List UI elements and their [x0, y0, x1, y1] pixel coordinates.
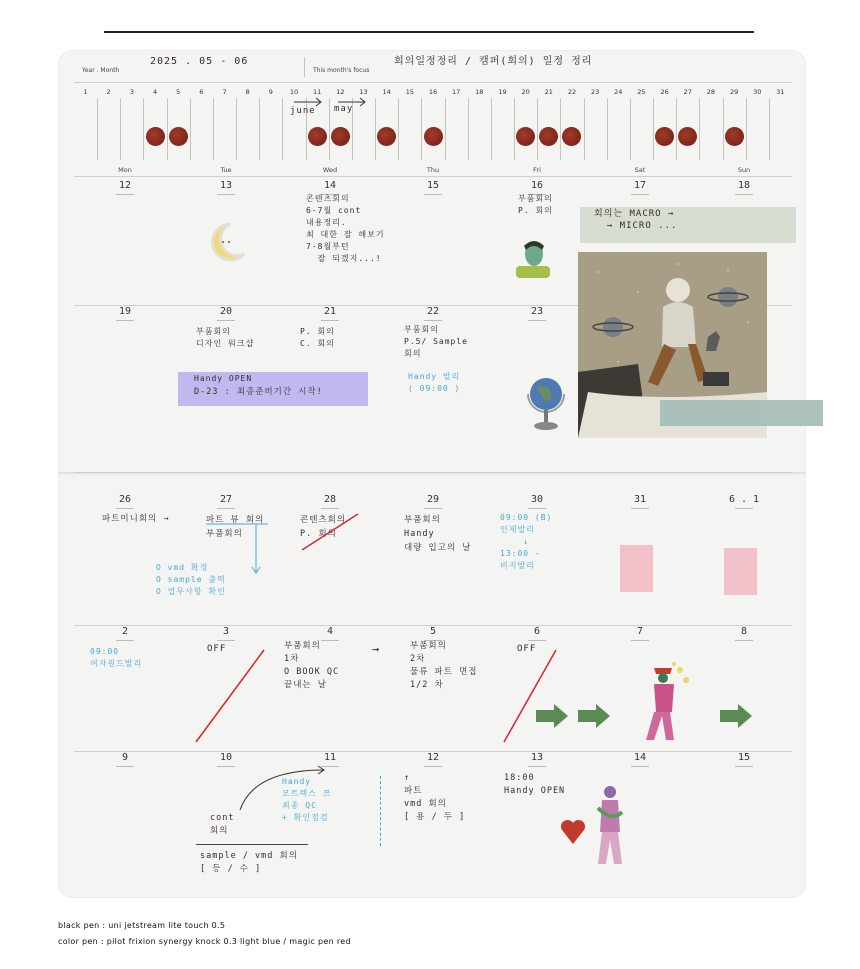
strip-day-number: 7	[222, 88, 227, 96]
strip-divider	[236, 98, 237, 160]
blue-bracket-lines	[200, 520, 275, 580]
strip-day-number: 3	[129, 88, 134, 96]
green-arrow-sun	[718, 702, 756, 730]
date-number: 7	[636, 626, 644, 637]
note-w2-tue: 부품회의 디자인 워크샵	[196, 327, 255, 348]
strip-day-number: 21	[544, 88, 553, 96]
note-w1-wed: 콘텐츠회의 6-7월 cont 내용정리. 최 대한 잘 해보기 7-8월부턴 잘 되겠지...!	[306, 194, 385, 263]
dancer-sticker	[588, 782, 632, 868]
date-number: 10	[219, 752, 233, 763]
strip-day-number: 1	[83, 88, 88, 96]
weekday-rule	[74, 176, 792, 177]
date-underline	[735, 508, 753, 509]
strip-day-number: 16	[428, 88, 438, 96]
heart-sticker	[560, 818, 586, 846]
strip-divider	[190, 98, 191, 160]
date-underline	[116, 508, 134, 509]
strip-day-number: 18	[475, 88, 484, 96]
strip-divider	[445, 98, 446, 160]
strip-divider	[259, 98, 260, 160]
date-underline	[217, 766, 235, 767]
strip-day-number: 28	[706, 88, 716, 96]
strip-divider	[421, 98, 422, 160]
strip-divider	[120, 98, 121, 160]
date-number: 16	[530, 180, 544, 191]
strip-day-number: 6	[199, 88, 204, 96]
weekday-fri: Fri	[533, 166, 541, 174]
week-rule	[74, 472, 792, 473]
strip-day-number: 22	[567, 88, 577, 96]
date-number: 12	[118, 180, 132, 191]
date-number: 11	[323, 752, 337, 763]
date-underline	[116, 766, 134, 767]
weekday-mon: Mon	[118, 166, 132, 174]
date-underline	[116, 194, 134, 195]
date-number: 23	[530, 306, 544, 317]
date-underline	[321, 508, 339, 509]
strip-day-number: 5	[176, 88, 181, 96]
strip-divider	[537, 98, 538, 160]
strip-note-arrows	[290, 94, 370, 108]
person-sticker	[514, 236, 554, 280]
date-number: 30	[530, 494, 544, 505]
date-underline	[735, 194, 753, 195]
date-underline	[631, 640, 649, 641]
date-underline	[321, 320, 339, 321]
date-number: 9	[121, 752, 129, 763]
note-w4-thu: 부품회의 2차 물류 파트 면접 1/2 차	[410, 641, 478, 690]
note-w5-wed-blue: Handy 모트렉스 쯔 최종 QC + 확인점검	[282, 777, 332, 822]
note-w5-fri: 18:00 Handy OPEN	[504, 773, 566, 796]
strip-divider	[491, 98, 492, 160]
date-underline	[631, 194, 649, 195]
top-divider-line	[104, 31, 754, 33]
focus-label: This month's focus	[313, 67, 370, 74]
date-number: 5	[429, 626, 437, 637]
green-arrows	[534, 702, 614, 730]
date-underline	[528, 320, 546, 321]
strip-day-number: 9	[268, 88, 273, 96]
strip-divider	[375, 98, 376, 160]
strip-divider	[769, 98, 770, 160]
strip-day-dot	[146, 127, 165, 146]
strip-divider	[584, 98, 585, 160]
note-w3-tue: 파트 뷰 회의 부품회의	[206, 515, 265, 539]
strip-divider	[676, 98, 677, 160]
date-underline	[424, 508, 442, 509]
weekday-sat: Sat	[634, 166, 646, 174]
note-w3-thu: 부품회의 Handy 대량 입고의 날	[404, 515, 472, 553]
date-number: 29	[426, 494, 440, 505]
date-underline	[424, 194, 442, 195]
date-number: 14	[323, 180, 337, 191]
date-underline	[424, 320, 442, 321]
footer-line-2: color pen : pilot frixion synergy knock 0.3 light blue / magic pen red	[58, 937, 351, 946]
strip-day-number: 12	[336, 88, 345, 96]
note-w4-mon-blue: 09:00 여자원드발리	[90, 647, 143, 668]
note-w5-tue-bottom: sample / vmd 회의 [ 등 / 수 ]	[200, 851, 298, 874]
strip-divider	[213, 98, 214, 160]
strip-day-number: 20	[521, 88, 530, 96]
header-rule	[74, 82, 792, 83]
note-w3-tue-blue: O vmd 확정 O sample 출력 O 업무사항 확인	[156, 563, 226, 596]
date-underline	[217, 640, 235, 641]
strip-divider	[514, 98, 515, 160]
date-underline	[528, 766, 546, 767]
note-w5-tue: cont 회의	[210, 813, 235, 836]
date-number: 3	[222, 626, 230, 637]
date-number: 8	[740, 626, 748, 637]
strip-day-dot	[516, 127, 535, 146]
date-underline	[217, 508, 235, 509]
strip-day-number: 31	[776, 88, 785, 96]
strip-day-dot	[655, 127, 674, 146]
note-w4-wed: 부품회의 1차 O BOOK QC 끝내는 날	[284, 641, 340, 690]
date-number: 2	[121, 626, 129, 637]
strip-divider	[468, 98, 469, 160]
strip-day-number: 2	[106, 88, 111, 96]
strip-divider	[630, 98, 631, 160]
strip-day-number: 25	[637, 88, 646, 96]
strip-day-number: 26	[660, 88, 669, 96]
date-number: 20	[219, 306, 233, 317]
dashed-blue-line	[380, 776, 381, 846]
date-number: 15	[737, 752, 751, 763]
note-w4-tue: OFF	[207, 644, 227, 654]
note-w2-thu: 부품회의 P.5/ Sample 회의	[404, 325, 468, 358]
date-number: 4	[326, 626, 334, 637]
note-w4-arrow: →	[372, 642, 381, 656]
banner-line-2: D-23 : 최종준비기간 시작!	[194, 387, 323, 397]
strip-divider	[607, 98, 608, 160]
strip-divider	[282, 98, 283, 160]
strip-day-number: 30	[753, 88, 762, 96]
strip-day-number: 19	[498, 88, 507, 96]
strip-divider	[560, 98, 561, 160]
strip-day-dot	[725, 127, 744, 146]
note-w2-wed: P. 회의 C. 회의	[300, 327, 335, 348]
weekday-tue: Tue	[220, 166, 232, 174]
date-underline	[217, 194, 235, 195]
date-underline	[735, 766, 753, 767]
weekday-thu: Thu	[426, 166, 440, 174]
strip-divider	[723, 98, 724, 160]
date-underline	[735, 640, 753, 641]
date-number: 14	[633, 752, 647, 763]
strip-day-number: 11	[313, 88, 322, 96]
globe-sticker	[524, 370, 570, 436]
note-w1-sat-tape: 회의는 MACRO → → MICRO ...	[594, 209, 678, 231]
year-month-label: Year . Month	[82, 67, 120, 74]
date-number: 12	[426, 752, 440, 763]
strip-day-dot	[331, 127, 350, 146]
footer-line-1: black pen : uni jetstream lite touch 0.5	[58, 921, 226, 930]
date-number: 13	[219, 180, 233, 191]
moon-sticker	[208, 220, 248, 264]
note-w2-thu-blue: Handy 발리 ( 09:00 )	[408, 372, 461, 393]
note-w5-thu: ↑ 파트 vmd 회의 [ 용 / 두 ]	[404, 773, 466, 822]
strip-day-number: 13	[359, 88, 368, 96]
date-number: 17	[633, 180, 647, 191]
strip-day-number: 27	[683, 88, 692, 96]
strip-day-dot	[424, 127, 443, 146]
date-number: 26	[118, 494, 132, 505]
date-number: 28	[323, 494, 337, 505]
note-w3-fri-blue: 09:00 (B) 인제발리 ↓ 13:00 - 비지발리	[500, 513, 553, 570]
strip-day-number: 17	[452, 88, 461, 96]
date-number: 6 . 1	[728, 494, 760, 505]
date-underline	[116, 640, 134, 641]
date-underline	[424, 766, 442, 767]
red-slash-tue	[190, 646, 270, 746]
date-underline	[631, 766, 649, 767]
strip-day-number: 15	[405, 88, 414, 96]
strip-divider	[653, 98, 654, 160]
strip-day-number: 4	[152, 88, 158, 96]
pink-tape-jun1	[724, 548, 757, 595]
juggler-sticker	[636, 660, 694, 744]
strip-divider	[746, 98, 747, 160]
strip-day-number: 29	[729, 88, 739, 96]
date-number: 18	[737, 180, 751, 191]
year-month-value: 2025 . 05 - 06	[150, 56, 249, 67]
note-w3-wed: 콘텐츠회의 P.	[300, 515, 347, 539]
strip-divider	[398, 98, 399, 160]
header-divider	[304, 57, 305, 77]
date-underline	[528, 508, 546, 509]
strip-divider	[167, 98, 168, 160]
strip-day-dot	[308, 127, 327, 146]
strip-day-number: 14	[382, 88, 391, 96]
red-slash-fri	[500, 646, 560, 746]
focus-value: 회의일정정리 / 캠퍼(회의) 일정 정리	[394, 56, 593, 67]
teal-washi-tape	[660, 400, 823, 426]
date-underline	[631, 508, 649, 509]
strip-day-dot	[169, 127, 188, 146]
banner-line-1: Handy OPEN	[194, 374, 253, 383]
strikethrough-red	[296, 510, 362, 554]
strip-day-number: 10	[289, 88, 299, 96]
date-underline	[528, 640, 546, 641]
weekday-wed: Wed	[322, 166, 338, 174]
weekday-sun: Sun	[737, 166, 751, 174]
pink-tape-31	[620, 545, 653, 592]
date-number: 21	[323, 306, 337, 317]
strip-divider	[97, 98, 98, 160]
strip-note-may: may	[334, 104, 354, 114]
date-number: 6	[533, 626, 541, 637]
w5-tue-underline	[196, 844, 308, 845]
date-number: 15	[426, 180, 440, 191]
date-underline	[217, 320, 235, 321]
date-underline	[116, 320, 134, 321]
date-number: 27	[219, 494, 233, 505]
date-number: 19	[118, 306, 132, 317]
strip-day-number: 8	[245, 88, 250, 96]
note-w1-fri: 부품회의 P. 회의	[518, 194, 553, 215]
date-number: 13	[530, 752, 544, 763]
strip-divider	[699, 98, 700, 160]
date-number: 22	[426, 306, 440, 317]
strip-divider	[143, 98, 144, 160]
date-number: 31	[633, 494, 647, 505]
strip-day-number: 23	[590, 88, 600, 96]
strip-note-june: june	[290, 106, 316, 116]
note-w3-mon: 파트미니회의 →	[102, 514, 170, 524]
strip-day-number: 24	[614, 88, 623, 96]
note-w4-fri: OFF	[517, 644, 537, 654]
